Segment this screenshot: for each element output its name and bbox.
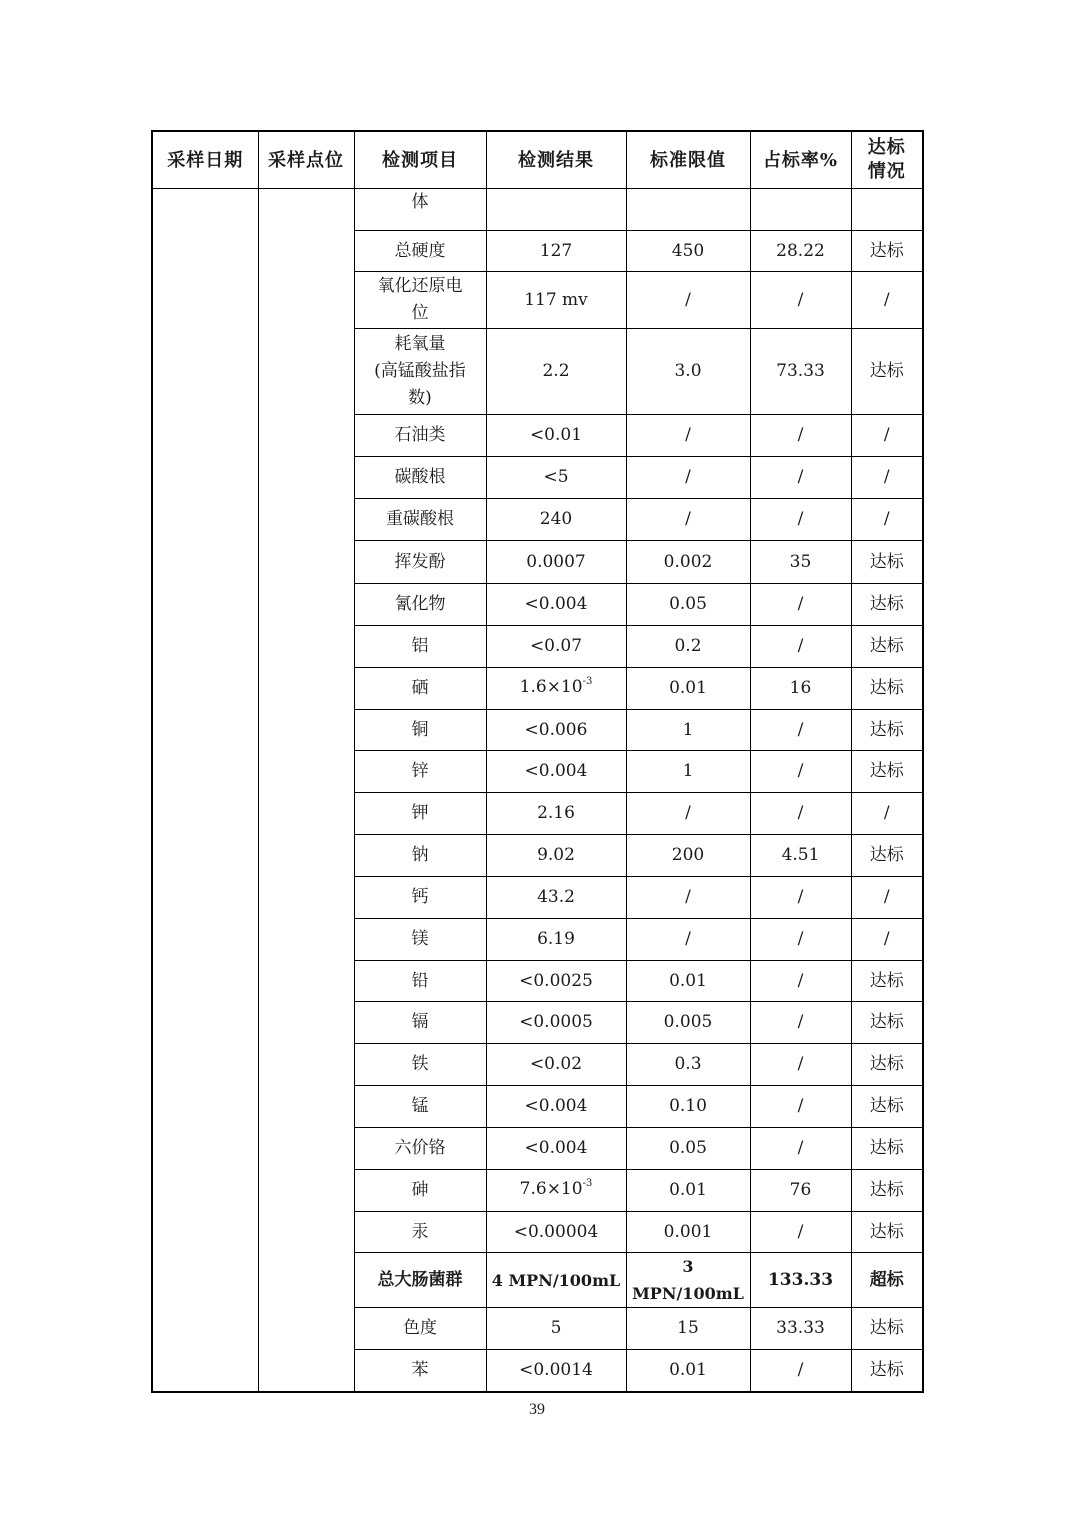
page-number: 39: [529, 1401, 545, 1418]
limit-cell: 0.01: [626, 1350, 750, 1392]
status-cell: 达标: [851, 1212, 923, 1253]
result-cell: $7.6\times 10^{-3}$: [486, 1170, 626, 1212]
limit-cell: /: [626, 415, 750, 457]
item-cell: 耗氧量 (高锰酸盐指 数): [354, 329, 486, 415]
status-cell: /: [851, 919, 923, 961]
result-cell: 9.02: [486, 835, 626, 877]
result-cell: 2.16: [486, 793, 626, 835]
sampling-point-cell: [258, 189, 354, 1392]
ratio-cell: /: [750, 1044, 851, 1086]
header-test-result: 检测结果: [486, 131, 626, 189]
status-cell: 达标: [851, 1308, 923, 1350]
result-cell: <0.004: [486, 584, 626, 626]
limit-cell: /: [626, 877, 750, 919]
item-cell: 苯: [354, 1350, 486, 1392]
result-cell: <0.0025: [486, 961, 626, 1002]
status-cell: 达标: [851, 1128, 923, 1170]
header-sampling-date: 采样日期: [152, 131, 258, 189]
ratio-cell: /: [750, 919, 851, 961]
status-cell: /: [851, 877, 923, 919]
result-cell: 43.2: [486, 877, 626, 919]
result-cell: 0.0007: [486, 541, 626, 584]
status-cell: 达标: [851, 626, 923, 668]
status-cell: 达标: [851, 835, 923, 877]
limit-cell: [626, 189, 750, 231]
item-cell: 总硬度: [354, 231, 486, 272]
ratio-cell: /: [750, 1002, 851, 1044]
item-cell: 锌: [354, 751, 486, 793]
result-cell: 5: [486, 1308, 626, 1350]
status-cell: 达标: [851, 329, 923, 415]
status-cell: 达标: [851, 584, 923, 626]
item-cell: 汞: [354, 1212, 486, 1253]
item-cell: 硒: [354, 668, 486, 710]
result-cell: 6.19: [486, 919, 626, 961]
ratio-cell: 28.22: [750, 231, 851, 272]
water-quality-table: [151, 130, 924, 1393]
table-row: [152, 189, 923, 231]
item-cell: 石油类: [354, 415, 486, 457]
status-cell: 达标: [851, 668, 923, 710]
item-cell: 钾: [354, 793, 486, 835]
item-cell: 重碳酸根: [354, 499, 486, 541]
limit-cell: 0.01: [626, 961, 750, 1002]
item-cell: 铅: [354, 961, 486, 1002]
item-cell: 钙: [354, 877, 486, 919]
result-cell: 127: [486, 231, 626, 272]
item-cell: 铜: [354, 710, 486, 751]
item-cell: 锰: [354, 1086, 486, 1128]
ratio-cell: /: [750, 272, 851, 329]
ratio-cell: /: [750, 1128, 851, 1170]
ratio-cell: /: [750, 1086, 851, 1128]
limit-cell: 0.01: [626, 668, 750, 710]
result-cell: 240: [486, 499, 626, 541]
ratio-cell: [750, 189, 851, 231]
status-cell: 达标: [851, 231, 923, 272]
result-cell: <0.004: [486, 1086, 626, 1128]
item-cell: 六价铬: [354, 1128, 486, 1170]
ratio-cell: /: [750, 1350, 851, 1392]
ratio-cell: /: [750, 584, 851, 626]
header-status: 达标 情况: [851, 131, 923, 189]
limit-cell: 0.005: [626, 1002, 750, 1044]
item-cell: 碳酸根: [354, 457, 486, 499]
exponent: -3: [582, 676, 593, 687]
limit-cell: 3 MPN/100mL: [626, 1253, 750, 1308]
result-cell: [486, 189, 626, 231]
ratio-cell: 73.33: [750, 329, 851, 415]
status-cell: /: [851, 272, 923, 329]
item-cell: 砷: [354, 1170, 486, 1212]
item-cell: 铁: [354, 1044, 486, 1086]
result-cell: 117 mv: [486, 272, 626, 329]
ratio-cell: 35: [750, 541, 851, 584]
item-cell: 总大肠菌群: [354, 1253, 486, 1308]
result-cell: <0.004: [486, 1128, 626, 1170]
status-cell: [851, 189, 923, 231]
limit-cell: 0.10: [626, 1086, 750, 1128]
limit-cell: /: [626, 919, 750, 961]
limit-cell: 3.0: [626, 329, 750, 415]
sampling-date-cell: [152, 189, 258, 1392]
ratio-cell: /: [750, 751, 851, 793]
item-cell: 色度: [354, 1308, 486, 1350]
table-header-row: [152, 131, 923, 189]
item-cell: 铝: [354, 626, 486, 668]
ratio-cell: /: [750, 626, 851, 668]
limit-cell: /: [626, 457, 750, 499]
result-cell: <0.0005: [486, 1002, 626, 1044]
item-cell: 镁: [354, 919, 486, 961]
ratio-cell: /: [750, 499, 851, 541]
result-cell: <0.006: [486, 710, 626, 751]
status-cell: /: [851, 793, 923, 835]
item-cell: 体: [354, 189, 486, 231]
limit-cell: /: [626, 793, 750, 835]
status-cell: /: [851, 415, 923, 457]
item-cell: 氧化还原电 位: [354, 272, 486, 329]
ratio-cell: /: [750, 710, 851, 751]
result-cell: <0.01: [486, 415, 626, 457]
limit-cell: 200: [626, 835, 750, 877]
ratio-cell: /: [750, 457, 851, 499]
result-cell: <0.07: [486, 626, 626, 668]
limit-cell: 0.3: [626, 1044, 750, 1086]
ratio-cell: /: [750, 1212, 851, 1253]
limit-cell: 15: [626, 1308, 750, 1350]
exponent: -3: [582, 1178, 593, 1189]
status-cell: 达标: [851, 710, 923, 751]
result-cell: 2.2: [486, 329, 626, 415]
ratio-cell: 4.51: [750, 835, 851, 877]
ratio-cell: /: [750, 415, 851, 457]
ratio-cell: 133.33: [750, 1253, 851, 1308]
result-cell: <5: [486, 457, 626, 499]
header-sampling-point: 采样点位: [258, 131, 354, 189]
status-cell: 达标: [851, 1044, 923, 1086]
ratio-cell: /: [750, 793, 851, 835]
limit-cell: 0.002: [626, 541, 750, 584]
result-cell: $1.6\times 10^{-3}$: [486, 668, 626, 710]
status-cell: 达标: [851, 1350, 923, 1392]
header-standard-limit: 标准限值: [626, 131, 750, 189]
limit-cell: 450: [626, 231, 750, 272]
ratio-cell: 33.33: [750, 1308, 851, 1350]
ratio-cell: 16: [750, 668, 851, 710]
status-cell: 达标: [851, 751, 923, 793]
limit-cell: 0.001: [626, 1212, 750, 1253]
status-cell: /: [851, 499, 923, 541]
item-cell: 氰化物: [354, 584, 486, 626]
item-cell: 钠: [354, 835, 486, 877]
status-cell: /: [851, 457, 923, 499]
header-test-item: 检测项目: [354, 131, 486, 189]
limit-cell: /: [626, 272, 750, 329]
status-cell: 达标: [851, 961, 923, 1002]
result-cell: <0.004: [486, 751, 626, 793]
limit-cell: 0.2: [626, 626, 750, 668]
limit-cell: 0.05: [626, 584, 750, 626]
status-cell: 达标: [851, 541, 923, 584]
header-ratio: 占标率%: [750, 131, 851, 189]
limit-cell: 0.01: [626, 1170, 750, 1212]
status-cell: 达标: [851, 1002, 923, 1044]
item-cell: 镉: [354, 1002, 486, 1044]
status-cell: 达标: [851, 1086, 923, 1128]
limit-cell: 0.05: [626, 1128, 750, 1170]
ratio-cell: 76: [750, 1170, 851, 1212]
limit-cell: 1: [626, 751, 750, 793]
limit-cell: /: [626, 499, 750, 541]
result-cell: <0.0014: [486, 1350, 626, 1392]
ratio-cell: /: [750, 961, 851, 1002]
ratio-cell: /: [750, 877, 851, 919]
status-cell: 达标: [851, 1170, 923, 1212]
item-cell: 挥发酚: [354, 541, 486, 584]
result-cell: <0.00004: [486, 1212, 626, 1253]
result-cell: <0.02: [486, 1044, 626, 1086]
result-cell: 4 MPN/100mL: [486, 1253, 626, 1308]
limit-cell: 1: [626, 710, 750, 751]
status-cell: 超标: [851, 1253, 923, 1308]
